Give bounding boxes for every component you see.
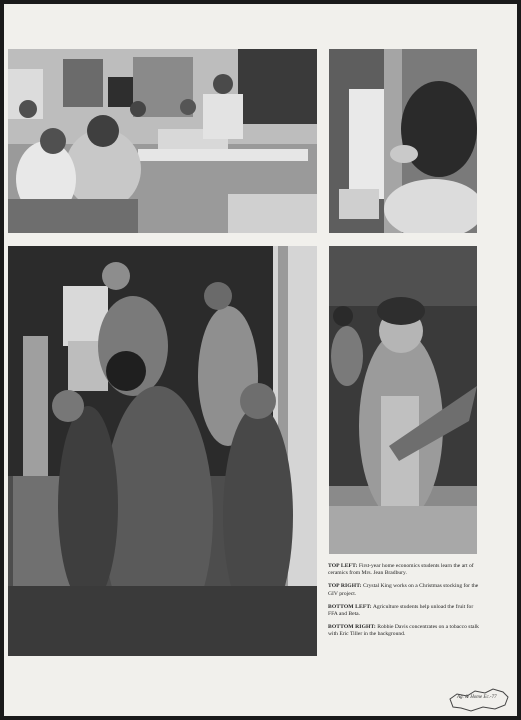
caption-label: BOTTOM RIGHT:: [328, 624, 376, 631]
caption-text: Robbie Davis concentrates on a tobacco stalk with Eric Tiller in the background.: [328, 624, 479, 638]
caption-top-right: [328, 583, 480, 597]
caption-bottom-right: [328, 624, 480, 638]
caption-top-left: [328, 563, 480, 577]
caption-label: TOP LEFT:: [328, 563, 358, 569]
caption-text: Crystal King works on a Christmas stocking for the GIV project.: [328, 583, 479, 597]
photo-christmas-stocking: [329, 49, 477, 233]
state-outline-icon: [447, 685, 511, 715]
photo-captions: [328, 563, 480, 645]
photo-tobacco-stalk: [329, 246, 477, 554]
caption-text: Agriculture students help unload the fruit for FFA and Beta.: [328, 603, 474, 618]
page-folio: [447, 685, 511, 715]
caption-label: TOP RIGHT:: [328, 583, 362, 590]
caption-bottom-left: [328, 604, 480, 618]
photo-ceramics-class: [8, 49, 317, 233]
caption-label: BOTTOM LEFT:: [328, 603, 372, 610]
photo-unloading-fruit: [8, 246, 317, 656]
caption-text: First-year home economics students learn the art of ceramics from Mrs. Jean Bradbury.: [328, 563, 474, 577]
folio-text: Ag. & Home Ec.-77: [457, 695, 497, 700]
yearbook-page: [4, 4, 517, 716]
